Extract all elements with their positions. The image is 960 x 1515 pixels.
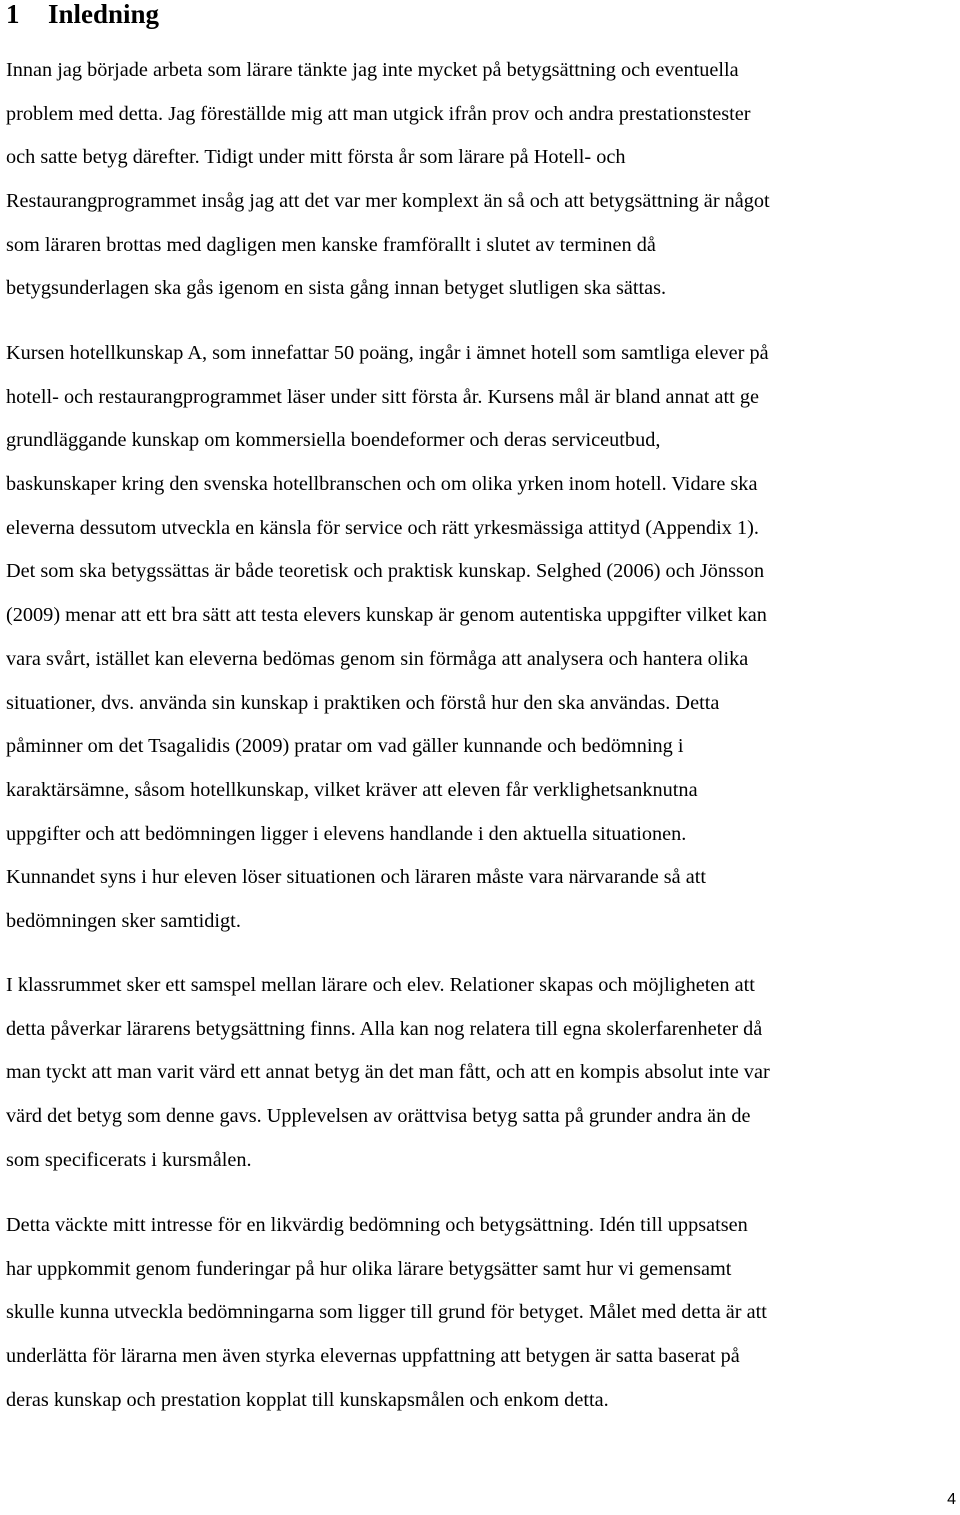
paragraph-line: uppgifter och att bedömningen ligger i elevens handlande i den aktuella situationen. (6, 822, 687, 845)
paragraph-line: Kursen hotellkunskap A, som innefattar 50 poäng, ingår i ämnet hotell som samtliga elever på (6, 342, 769, 364)
section-heading (6, 0, 159, 32)
paragraph-line: påminner om det Tsagalidis (2009) pratar om vad gäller kunnande och bedömning i (6, 735, 684, 758)
paragraph-line: baskunskaper kring den svenska hotellbranschen och om olika yrken inom hotell. Vidare ska (6, 473, 758, 496)
paragraph-line: situationer, dvs. använda sin kunskap i praktiken och förstå hur den ska användas. Detta (6, 691, 720, 714)
section-title: Inledning (48, 0, 160, 29)
paragraph-line: (2009) menar att ett bra sätt att testa elevers kunskap är genom autentiska uppgifter vilket kan (6, 604, 767, 627)
paragraph-line: bedömningen sker samtidigt. (6, 909, 241, 932)
paragraph-line: problem med detta. Jag föreställde mig att man utgick ifrån prov och andra prestationstester (6, 102, 751, 125)
paragraph-line: och satte betyg därefter. Tidigt under mitt första år som lärare på Hotell- och (6, 146, 626, 169)
paragraph-line: I klassrummet sker ett samspel mellan lärare och elev. Relationer skapas och möjligheten att (6, 974, 755, 996)
paragraph-line: deras kunskap och prestation kopplat till kunskapsmålen och enkom detta. (6, 1388, 609, 1411)
paragraph-line: som specificerats i kursmålen. (6, 1148, 252, 1171)
paragraph-line: skulle kunna utveckla bedömningarna som ligger till grund för betyget. Målet med detta är att (6, 1301, 767, 1324)
paragraph-line: som läraren brottas med dagligen men kanske framförallt i slutet av terminen då (6, 233, 656, 256)
paragraph-line: eleverna dessutom utveckla en känsla för service och rätt yrkesmässiga attityd (Appendix 1). (6, 516, 759, 539)
paragraph-line: karaktärsämne, såsom hotellkunskap, vilket kräver att eleven får verklighetsanknutna (6, 778, 698, 801)
paragraph-line: har uppkommit genom funderingar på hur olika lärare betygsätter samt hur vi gemensamt (6, 1257, 732, 1280)
paragraph-line: vara svårt, istället kan eleverna bedömas genom sin förmåga att analysera och hantera olika (6, 647, 749, 670)
paragraph-1 (6, 49, 960, 311)
paragraph-3 (6, 964, 960, 1182)
paragraph-line: Det som ska betygssättas är både teoretisk och praktisk kunskap. Selghed (2006) och Jönsson (6, 560, 765, 583)
paragraph-line: Restaurangprogrammet insåg jag att det var mer komplext än så och att betygsättning är något (6, 190, 770, 213)
paragraph-line: Innan jag började arbeta som lärare tänkte jag inte mycket på betygsättning och eventuella (6, 59, 739, 81)
paragraph-line: man tyckt att man varit värd ett annat betyg än det man fått, och att en kompis absolut inte var (6, 1061, 770, 1084)
section-number: 1 (6, 0, 20, 29)
paragraph-line: detta påverkar lärarens betygsättning finns. Alla kan nog relatera till egna skolerfarenheter då (6, 1017, 763, 1040)
paragraph-line: värd det betyg som denne gavs. Upplevelsen av orättvisa betyg satta på grunder andra än de (6, 1105, 751, 1128)
paragraph-line: Detta väckte mitt intresse för en likvärdig bedömning och betygsättning. Idén till uppsatsen (6, 1214, 748, 1236)
paragraph-2 (6, 332, 960, 944)
page-number: 4 (947, 1491, 956, 1508)
paragraph-line: Kunnandet syns i hur eleven löser situationen och läraren måste vara närvarande så att (6, 866, 707, 889)
paragraph-4 (6, 1204, 960, 1422)
paragraph-line: hotell- och restaurangprogrammet läser under sitt första år. Kursens mål är bland annat att ge (6, 385, 759, 408)
paragraph-line: grundläggande kunskap om kommersiella boendeformer och deras serviceutbud, (6, 429, 661, 452)
paragraph-line: underlätta för lärarna men även styrka elevernas uppfattning att betygen är satta baserat på (6, 1345, 740, 1368)
paragraph-line: betygsunderlagen ska gås igenom en sista gång innan betyget slutligen ska sättas. (6, 277, 667, 300)
